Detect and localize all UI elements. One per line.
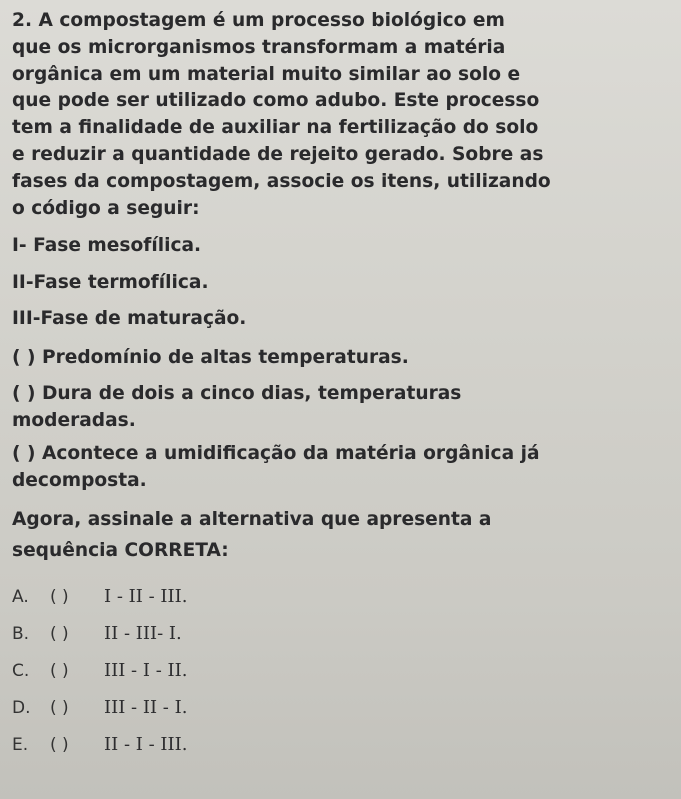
option-checkbox[interactable]: ( ) — [50, 586, 69, 607]
question-text — [12, 8, 669, 222]
statement-1 — [12, 342, 669, 374]
option-sequence: II - I - III. — [104, 733, 188, 755]
phase-item-3: III-Fase de maturação. — [12, 308, 247, 330]
option-e[interactable] — [12, 726, 669, 763]
option-letter: A. — [12, 586, 29, 607]
option-sequence: I - II - III. — [104, 585, 188, 607]
question-line: que os microrganismos transformam a matéria — [12, 36, 506, 58]
option-b[interactable] — [12, 615, 669, 652]
answer-options — [12, 578, 669, 763]
statement-2 — [12, 380, 669, 434]
statement-line: ( ) Predomínio de altas temperaturas. — [12, 346, 409, 368]
question-line: orgânica em um material muito similar ao solo e — [12, 63, 521, 85]
option-sequence: III - II - I. — [104, 696, 188, 718]
option-checkbox[interactable]: ( ) — [50, 734, 69, 755]
option-sequence: II - III- I. — [104, 622, 182, 644]
option-checkbox[interactable]: ( ) — [50, 697, 69, 718]
statement-line: decomposta. — [12, 469, 147, 491]
option-letter: D. — [12, 697, 31, 718]
statement-3 — [12, 440, 669, 494]
option-checkbox[interactable]: ( ) — [50, 660, 69, 681]
question-line: que pode ser utilizado como adubo. Este processo — [12, 90, 540, 112]
phase-item-1: I- Fase mesofílica. — [12, 235, 202, 257]
question-line: 2. A compostagem é um processo biológico em — [12, 10, 505, 31]
statement-line: moderadas. — [12, 409, 136, 431]
option-sequence: III - I - II. — [104, 659, 188, 681]
phase-item-2: II-Fase termofílica. — [12, 271, 209, 293]
question-line: o código a seguir: — [12, 197, 200, 219]
option-d[interactable] — [12, 689, 669, 726]
question-line: tem a finalidade de auxiliar na fertilização do solo — [12, 117, 539, 139]
option-letter: C. — [12, 660, 30, 681]
statement-list — [12, 342, 669, 494]
option-a[interactable] — [12, 578, 669, 615]
phase-list — [12, 228, 669, 338]
question-line: fases da compostagem, associe os itens, utilizando — [12, 170, 551, 192]
prompt-line: Agora, assinale a alternativa que apresenta a — [12, 508, 492, 530]
option-c[interactable] — [12, 652, 669, 689]
prompt-line: sequência CORRETA: — [12, 539, 229, 561]
option-letter: B. — [12, 623, 30, 644]
question-line: e reduzir a quantidade de rejeito gerado. Sobre as — [12, 143, 544, 165]
answer-prompt — [12, 504, 669, 566]
statement-line: ( ) Dura de dois a cinco dias, temperaturas — [12, 382, 462, 404]
option-checkbox[interactable]: ( ) — [50, 623, 69, 644]
option-letter: E. — [12, 734, 29, 755]
statement-line: ( ) Acontece a umidificação da matéria orgânica já — [12, 442, 540, 464]
